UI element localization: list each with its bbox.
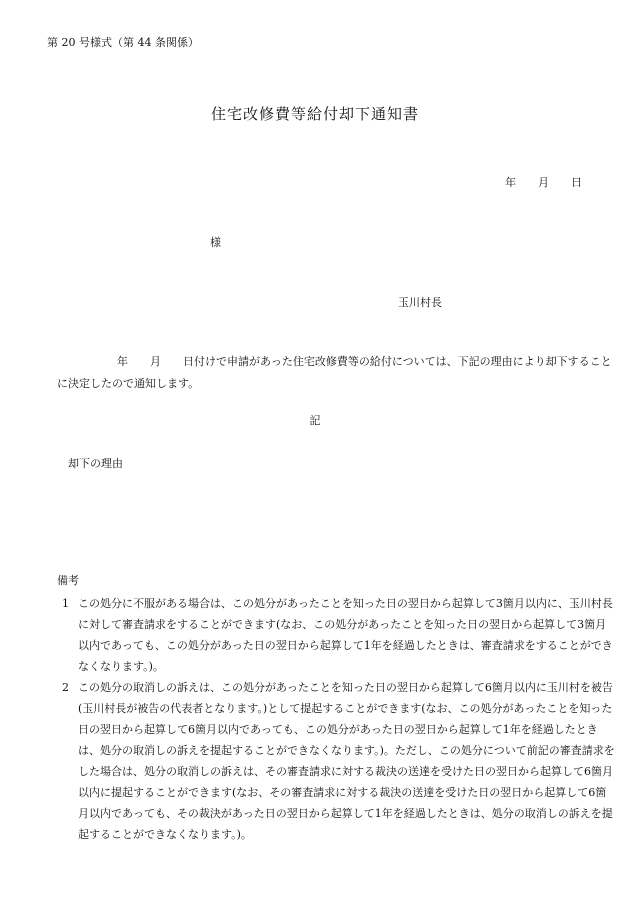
date-line bbox=[505, 174, 582, 192]
date-day: 日 bbox=[571, 176, 582, 189]
note-text: この処分の取消しの訴えは、この処分があったことを知った日の翌日から起算して6箇月以内に玉川村を被告(玉川村長が被告の代表者となります。)として提起することができます(なお、この処分があったことを知った日の翌日から起算して6箇月以内であっても、この処分があった日の翌日から起算して1年を経過したときは、処分の取消しの訴えを提起することができなくなります。)。ただし、この処分について前記の審査請求をした場合は、処分の取消しの訴えは、その審査請求に対する裁決の送達を受けた日の翌日から起算して6箇月以内に提起することができます(なお、その審査請求に対する裁決の送達を受けた日の翌日から起算して6箇月以内であっても、その裁決があった日の翌日から起算して1年を経過したときは、処分の取消しの訴えを提起することができなくなります。)。 bbox=[78, 681, 615, 841]
body-text bbox=[57, 351, 612, 395]
ki-marker: 記 bbox=[309, 414, 321, 427]
note-item bbox=[62, 593, 615, 677]
date-month: 月 bbox=[538, 176, 549, 189]
body-year: 年 bbox=[117, 355, 128, 368]
note-item bbox=[62, 677, 615, 845]
note-number: 1 bbox=[62, 597, 69, 610]
sender-name: 玉川村長 bbox=[398, 296, 442, 309]
note-number: 2 bbox=[62, 681, 69, 694]
date-year: 年 bbox=[505, 176, 516, 189]
reason-label: 却下の理由 bbox=[68, 457, 123, 470]
addressee-suffix: 様 bbox=[210, 236, 221, 249]
note-text: この処分に不服がある場合は、この処分があったことを知った日の翌日から起算して3箇月以内に、玉川村長に対して審査請求をすることができます(なお、この処分があったことを知った日の翌日から起算して3箇月以内であっても、この処分があった日の翌日から起算して1年を経過したときは、審査請求をすることができなくなります。)。 bbox=[78, 597, 613, 673]
body-sentence: 日付けで申請があった住宅改修費等の給付については、下記の理由により却下することに決定したので通知します。 bbox=[57, 355, 612, 390]
form-number: 第 20 号様式（第 44 条関係） bbox=[47, 36, 199, 49]
document-title: 住宅改修費等給付却下通知書 bbox=[210, 105, 419, 123]
notes-title: 備考 bbox=[57, 574, 79, 587]
notes-list bbox=[62, 593, 615, 845]
body-month: 月 bbox=[150, 355, 161, 368]
